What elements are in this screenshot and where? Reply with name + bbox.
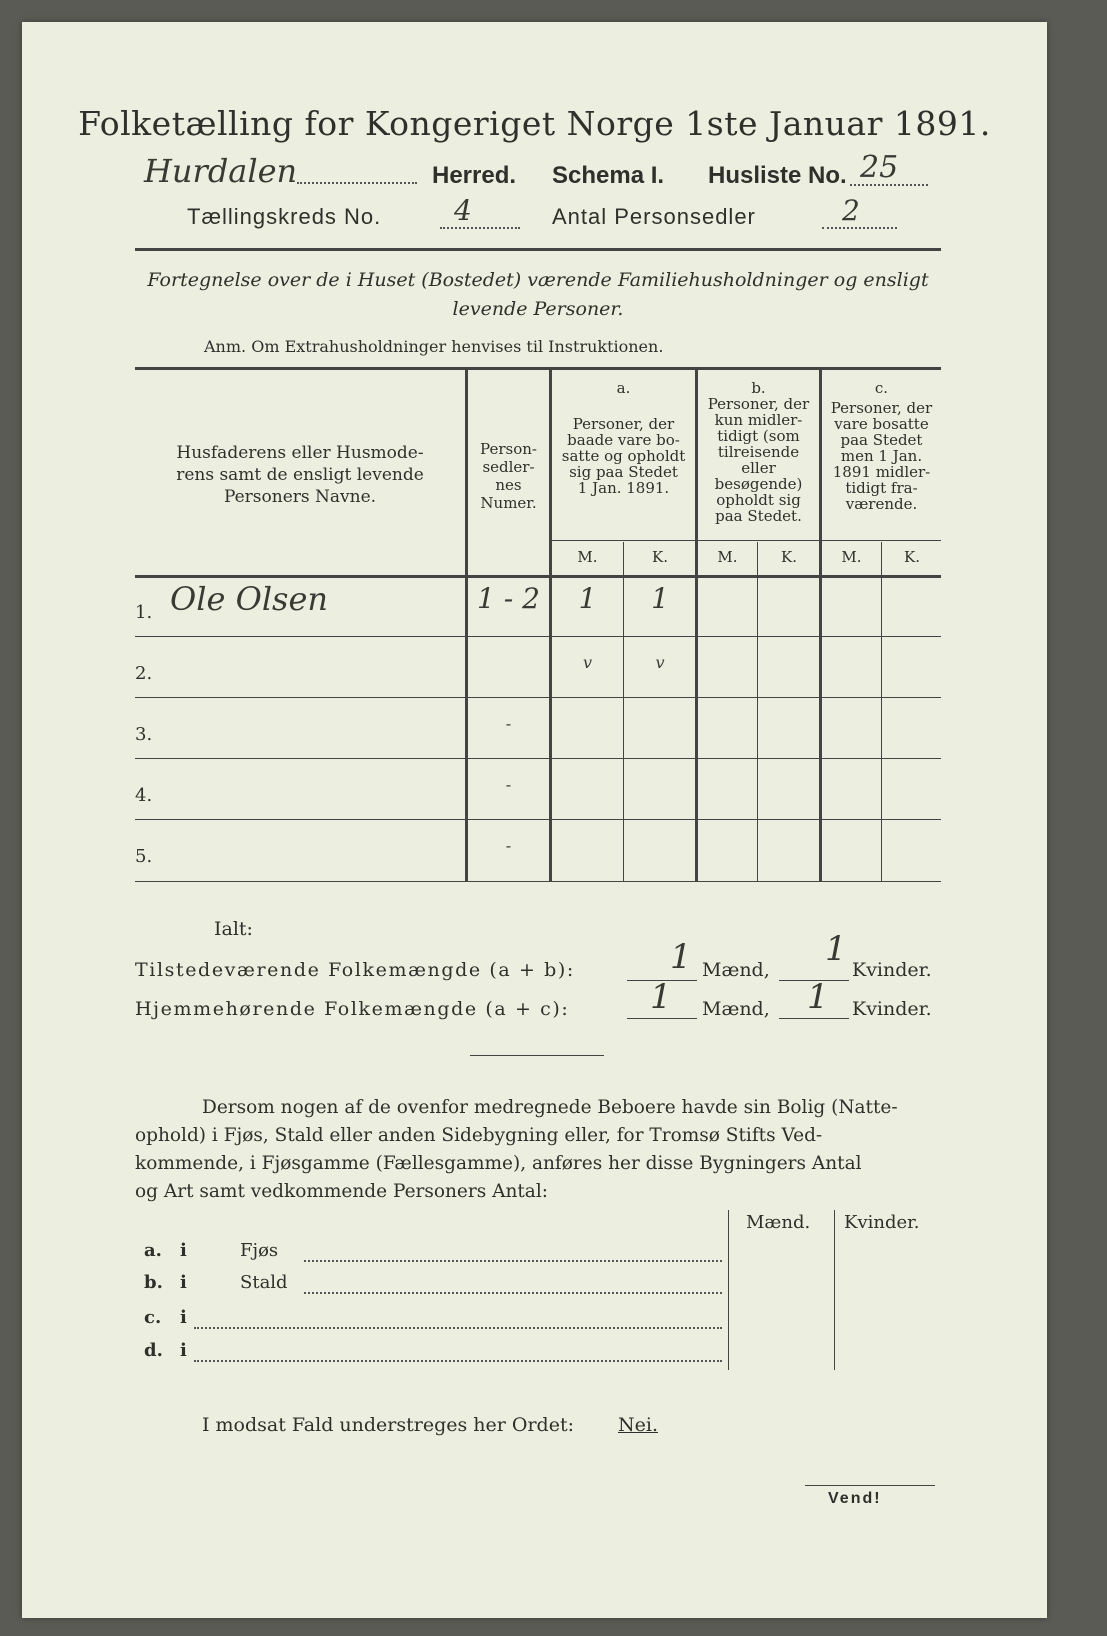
col-a-line: baade vare bo- <box>567 431 680 449</box>
col-sep-c-mk <box>881 542 882 881</box>
col-c-line: 1891 midler- <box>832 463 931 481</box>
row-number: 2. <box>135 663 153 684</box>
col-b-header <box>698 380 819 524</box>
paragraph-line: og Art samt vedkommende Personers Antal: <box>135 1181 548 1202</box>
b-m-label: M. <box>717 548 738 566</box>
herred-label: Herred. <box>432 162 517 189</box>
building-dots <box>304 1260 722 1262</box>
building-i: i <box>180 1340 187 1361</box>
a-k-cell: 1 <box>651 582 669 615</box>
col-b-line: opholdt sig <box>716 491 801 509</box>
modsat-text: I modsat Fald understreges her Ordet: <box>202 1414 574 1436</box>
tilstede-kvinder-label: Kvinder. <box>852 959 932 981</box>
kreds-label: Tællingskreds No. <box>187 204 382 229</box>
herred-value: Hurdalen <box>144 152 298 190</box>
paragraph-line: kommende, i Fjøsgamme (Fællesgamme), anføres her disse Bygningers Antal <box>135 1153 862 1174</box>
census-form-page <box>22 22 1047 1618</box>
col-numer-line: sedler- <box>482 458 535 476</box>
paragraph-line: Dersom nogen af de ovenfor medregnede Beboere havde sin Bolig (Natte- <box>202 1097 898 1118</box>
col-c-line: Personer, der <box>830 399 933 417</box>
col-names-line: Personers Navne. <box>223 487 377 507</box>
mk-top-rule <box>551 540 941 541</box>
col-names-header <box>135 442 465 508</box>
hjemme-kvinder-label: Kvinder. <box>852 998 932 1020</box>
building-dots <box>194 1327 722 1329</box>
numer-cell: - <box>505 775 512 794</box>
buildings-kvinder-header: Kvinder. <box>844 1212 920 1233</box>
tilstede-maend-label: Mænd, <box>702 959 770 981</box>
col-a-letter: a. <box>616 379 631 397</box>
numer-cell: 1 - 2 <box>477 582 540 615</box>
row-number: 1. <box>135 602 153 623</box>
subtitle-line2: levende Personer. <box>452 298 624 320</box>
c-m-label: M. <box>841 548 862 566</box>
col-names-line: rens samt de ensligt levende <box>176 465 424 485</box>
kreds-dots <box>440 227 520 229</box>
row-number: 4. <box>135 785 153 806</box>
paragraph-line: ophold) i Fjøs, Stald eller anden Sidebygning eller, for Tromsø Stifts Ved- <box>135 1125 823 1146</box>
ialt-label: Ialt: <box>214 918 253 940</box>
husliste-dots <box>850 184 928 186</box>
row-rule <box>135 819 941 820</box>
c-k-label: K. <box>904 548 920 566</box>
col-numer-line: Person- <box>480 440 537 458</box>
col-c-line: men 1 Jan. <box>840 447 923 465</box>
col-sep-b-mk <box>757 542 758 881</box>
col-b-line: besøgende) <box>714 475 803 493</box>
numer-cell: - <box>505 714 512 733</box>
tilstede-kvinder-value: 1 <box>825 929 847 969</box>
vend-rule <box>805 1485 935 1486</box>
antal-value: 2 <box>842 194 860 227</box>
col-c-line: paa Stedet <box>840 431 923 449</box>
tilstede-maend-value: 1 <box>670 937 692 977</box>
buildings-sep-2 <box>834 1210 835 1370</box>
col-b-letter: b. <box>751 379 766 397</box>
vend-label: Vend! <box>828 1490 882 1507</box>
a-m-cell: v <box>582 653 593 672</box>
building-i: i <box>180 1307 187 1328</box>
schema-label: Schema I. <box>552 162 665 189</box>
anm-note: Anm. Om Extrahusholdninger henvises til Instruktionen. <box>204 337 664 356</box>
col-a-line: satte og opholdt <box>561 447 686 465</box>
building-letter: c. <box>144 1307 162 1328</box>
building-i: i <box>180 1240 187 1261</box>
nei-word: Nei. <box>618 1414 658 1436</box>
row-name: Ole Olsen <box>170 580 329 618</box>
husliste-value: 25 <box>860 150 899 185</box>
section-divider <box>470 1055 604 1056</box>
col-numer-header <box>468 440 549 512</box>
a-k-cell: v <box>655 653 665 672</box>
col-b-line: eller <box>741 459 776 477</box>
building-letter: d. <box>144 1340 163 1361</box>
row-rule <box>135 758 941 759</box>
a-m-label: M. <box>577 548 598 566</box>
table-bottom-rule <box>135 881 941 882</box>
row-rule <box>135 697 941 698</box>
building-label: Fjøs <box>240 1240 279 1261</box>
col-c-line: værende. <box>845 495 918 513</box>
hjemme-maend-line <box>627 1018 697 1019</box>
tilstede-label: Tilstedeværende Folkemængde (a + b): <box>135 959 575 981</box>
col-a-line: sig paa Stedet <box>569 463 678 481</box>
building-dots <box>194 1360 722 1362</box>
building-label: Stald <box>240 1272 288 1293</box>
col-b-line: paa Stedet. <box>715 507 802 525</box>
row-rule <box>135 636 941 637</box>
hjemme-kvinder-value: 1 <box>807 977 829 1017</box>
row-number: 5. <box>135 846 153 867</box>
col-a-line: 1 Jan. 1891. <box>577 479 670 497</box>
col-c-letter: c. <box>874 379 889 397</box>
a-k-label: K. <box>652 548 668 566</box>
col-b-line: kun midler- <box>714 411 803 429</box>
col-names-line: Husfaderens eller Husmode- <box>176 443 424 463</box>
antal-label: Antal Personsedler <box>552 204 756 229</box>
buildings-maend-header: Mænd. <box>746 1212 811 1233</box>
col-a-header <box>552 380 695 496</box>
col-numer-line: nes <box>495 476 522 494</box>
a-m-cell: 1 <box>578 582 597 615</box>
instructions-paragraph <box>135 1094 941 1206</box>
col-a-line: Personer, der <box>572 415 675 433</box>
herred-dots <box>297 182 417 184</box>
col-numer-line: Numer. <box>480 494 537 512</box>
form-title: Folketælling for Kongeriget Norge 1ste Januar 1891. <box>78 104 991 143</box>
b-k-label: K. <box>781 548 797 566</box>
hjemme-maend-label: Mænd, <box>702 998 770 1020</box>
hjemme-maend-value: 1 <box>650 977 672 1017</box>
kreds-value: 4 <box>454 194 472 227</box>
husliste-label: Husliste No. <box>708 162 847 189</box>
col-c-line: vare bosatte <box>834 415 929 433</box>
subtitle-line1: Fortegnelse over de i Huset (Bostedet) værende Familiehusholdninger og ensligt <box>147 269 929 291</box>
hjemme-kvinder-line <box>779 1018 849 1019</box>
building-i: i <box>180 1272 187 1293</box>
col-sep-a-mk <box>623 542 624 881</box>
col-b-line: tilreisende <box>717 443 800 461</box>
row-number: 3. <box>135 724 153 745</box>
hjemme-label: Hjemmehørende Folkemængde (a + c): <box>135 998 570 1020</box>
col-c-line: tidigt fra- <box>845 479 918 497</box>
col-b-line: Personer, der <box>707 395 810 413</box>
building-letter: a. <box>144 1240 162 1261</box>
building-letter: b. <box>144 1272 163 1293</box>
col-c-header <box>822 380 941 512</box>
header-rule <box>135 248 941 251</box>
antal-dots <box>822 227 897 229</box>
building-dots <box>304 1292 722 1294</box>
buildings-sep-1 <box>728 1210 729 1370</box>
col-b-line: tidigt (som <box>717 427 800 445</box>
numer-cell: - <box>505 836 512 855</box>
